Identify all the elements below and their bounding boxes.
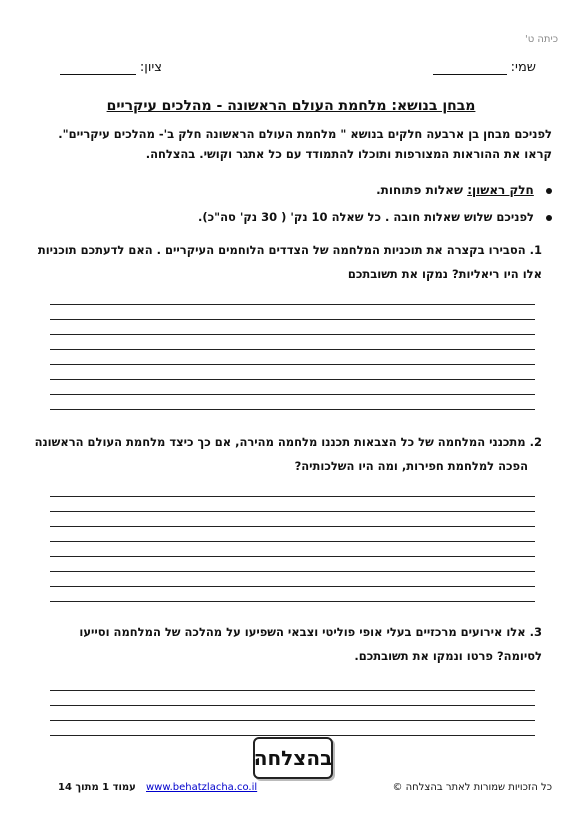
site-link[interactable]: www.behatzlacha.co.il [146, 782, 258, 793]
answer-line[interactable] [50, 290, 535, 305]
page-number: עמוד 1 מתוך 14 [58, 782, 136, 793]
answer-line[interactable] [50, 706, 535, 721]
bullet-icon [546, 188, 552, 194]
answer-line[interactable] [50, 527, 535, 542]
part-heading [32, 183, 552, 197]
answer-line[interactable] [50, 320, 535, 335]
instruction [32, 210, 552, 224]
question-1 [32, 238, 542, 286]
answer-line[interactable] [50, 350, 535, 365]
name-blank[interactable] [433, 62, 507, 75]
question-2-line-1: 2. מתכנני המלחמה של כל הצבאות תכננו מלחמה מהירה, אם כך כיצד מלחמת העולם הראשונה [34, 435, 542, 449]
intro-line-1: לפניכם מבחן בן ארבעה חלקים בנושא " מלחמת העולם הראשונה חלק ב'- מהלכים עיקריים". [58, 127, 552, 141]
answer-line[interactable] [50, 335, 535, 350]
question-1-line-1: 1. הסבירו בקצרה את תוכניות המלחמה של הצדדים הלוחמים העיקריים . האם לדעתכם תוכניות [37, 243, 542, 257]
answer-line[interactable] [50, 721, 535, 736]
answer-line[interactable] [50, 365, 535, 380]
answer-line[interactable] [50, 572, 535, 587]
class-tag: כיתה ט' [524, 34, 558, 45]
copyright-notice: כל הזכויות שמורות לאתר בהצלחה © [392, 782, 552, 793]
page-title: מבחן בנושא: מלחמת העולם הראשונה - מהלכים עיקריים [106, 98, 476, 114]
question-3-line-1: 3. אלו אירועים מרכזיים בעלי אופי פוליטי וצבאי השפיעו על מהלכה של המלחמה וסייעו [79, 625, 542, 639]
grade-field[interactable] [60, 60, 162, 75]
answer-line[interactable] [50, 395, 535, 410]
answer-line[interactable] [50, 542, 535, 557]
question-1-line-2: אלו היו ריאליות? נמקו את תשובתכם [347, 267, 542, 281]
name-field[interactable] [433, 60, 536, 75]
question-3-line-2: לסיומה? פרטו ונמקו את תשובתכם. [354, 649, 542, 663]
part-label: חלק ראשון: [467, 183, 534, 197]
answer-line[interactable] [50, 691, 535, 706]
answer-lines-2[interactable] [50, 482, 535, 602]
intro-line-2: קראו את ההוראות המצורפות ותוכלו להתמודד עם כל אתגר וקושי. בהצלחה. [145, 147, 552, 161]
question-2 [32, 430, 542, 478]
bullet-icon [546, 215, 552, 221]
answer-line[interactable] [50, 380, 535, 395]
grade-blank[interactable] [60, 62, 136, 75]
answer-line[interactable] [50, 512, 535, 527]
answer-line[interactable] [50, 676, 535, 691]
answer-line[interactable] [50, 482, 535, 497]
answer-lines-1[interactable] [50, 290, 535, 410]
answer-line[interactable] [50, 497, 535, 512]
instruction-text: לפניכם שלוש שאלות חובה . כל שאלה 10 נק' ( 30 נק' סה"כ). [198, 210, 534, 224]
part-title: שאלות פתוחות. [376, 183, 463, 197]
behatzlacha-logo: בהצלחה [253, 737, 333, 779]
answer-line[interactable] [50, 557, 535, 572]
name-label: שמי: [510, 60, 536, 75]
answer-lines-3[interactable] [50, 676, 535, 736]
answer-line[interactable] [50, 305, 535, 320]
question-3 [32, 620, 542, 668]
answer-line[interactable] [50, 587, 535, 602]
grade-label: ציון: [139, 60, 162, 75]
question-2-line-2: הפכה למלחמת חפירות, ומה היו השלכותיה? [294, 459, 528, 473]
